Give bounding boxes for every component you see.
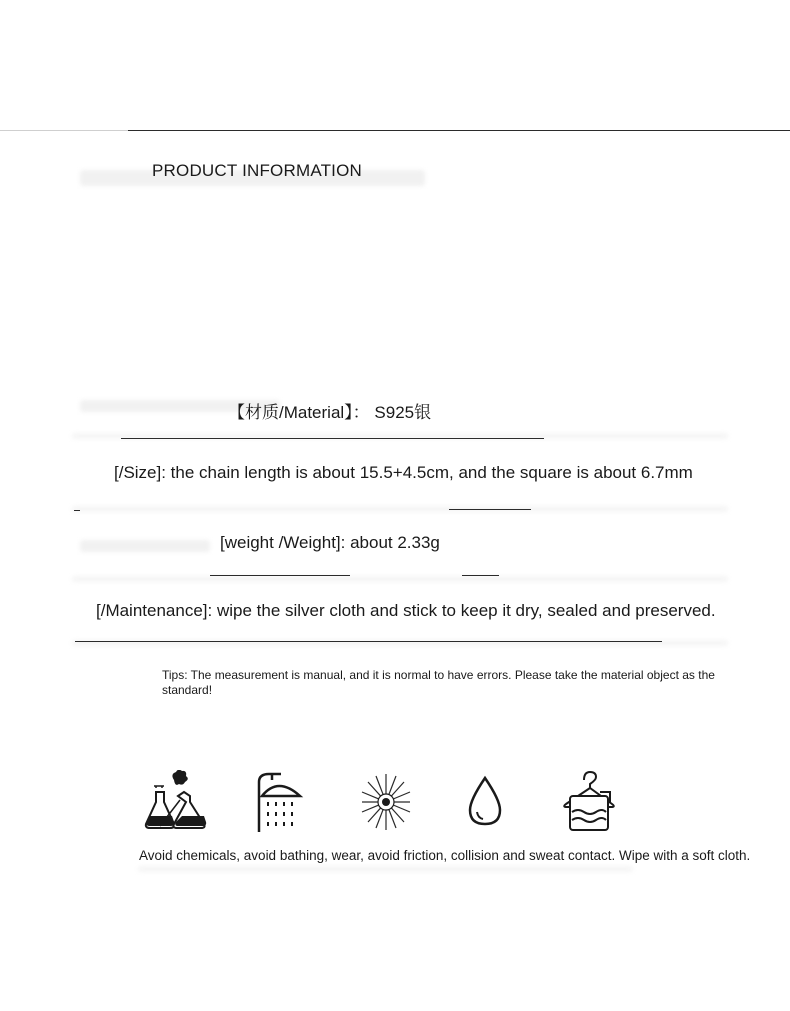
care-caption: Avoid chemicals, avoid bathing, wear, avoid friction, collision and sweat contact. Wipe with a soft cloth. xyxy=(139,848,751,863)
spec-maintenance: [/Maintenance]: wipe the silver cloth and stick to keep it dry, sealed and preserved. xyxy=(96,601,716,620)
water-drop-icon xyxy=(466,774,504,828)
top-divider xyxy=(128,130,790,131)
ghost-strip-2 xyxy=(72,506,728,512)
ghost-text-weight xyxy=(80,540,210,552)
maintenance-underline xyxy=(75,641,662,642)
shower-icon xyxy=(252,770,304,834)
ghost-caption-shadow xyxy=(138,866,633,872)
weight-underline-left xyxy=(210,575,350,576)
spec-weight: [weight /Weight]: about 2.33g xyxy=(220,533,440,552)
hanging-towel-icon xyxy=(560,768,616,834)
chemical-flask-icon xyxy=(144,770,208,834)
material-underline xyxy=(121,438,544,439)
top-divider-left xyxy=(0,130,128,131)
weight-underline-right xyxy=(462,575,499,576)
page-title: PRODUCT INFORMATION xyxy=(152,161,362,180)
size-underline-right xyxy=(449,509,531,510)
spec-size: [/Size]: the chain length is about 15.5+4.5cm, and the square is about 6.7mm xyxy=(114,463,693,482)
friction-burst-icon xyxy=(358,770,414,834)
spec-material: 【材质/Material】： S925银 xyxy=(228,403,432,422)
tips-note: Tips: The measurement is manual, and it is normal to have errors. Please take the material object as the standard! xyxy=(162,668,715,697)
size-underline-left xyxy=(74,510,80,511)
ghost-strip-3 xyxy=(72,576,728,582)
